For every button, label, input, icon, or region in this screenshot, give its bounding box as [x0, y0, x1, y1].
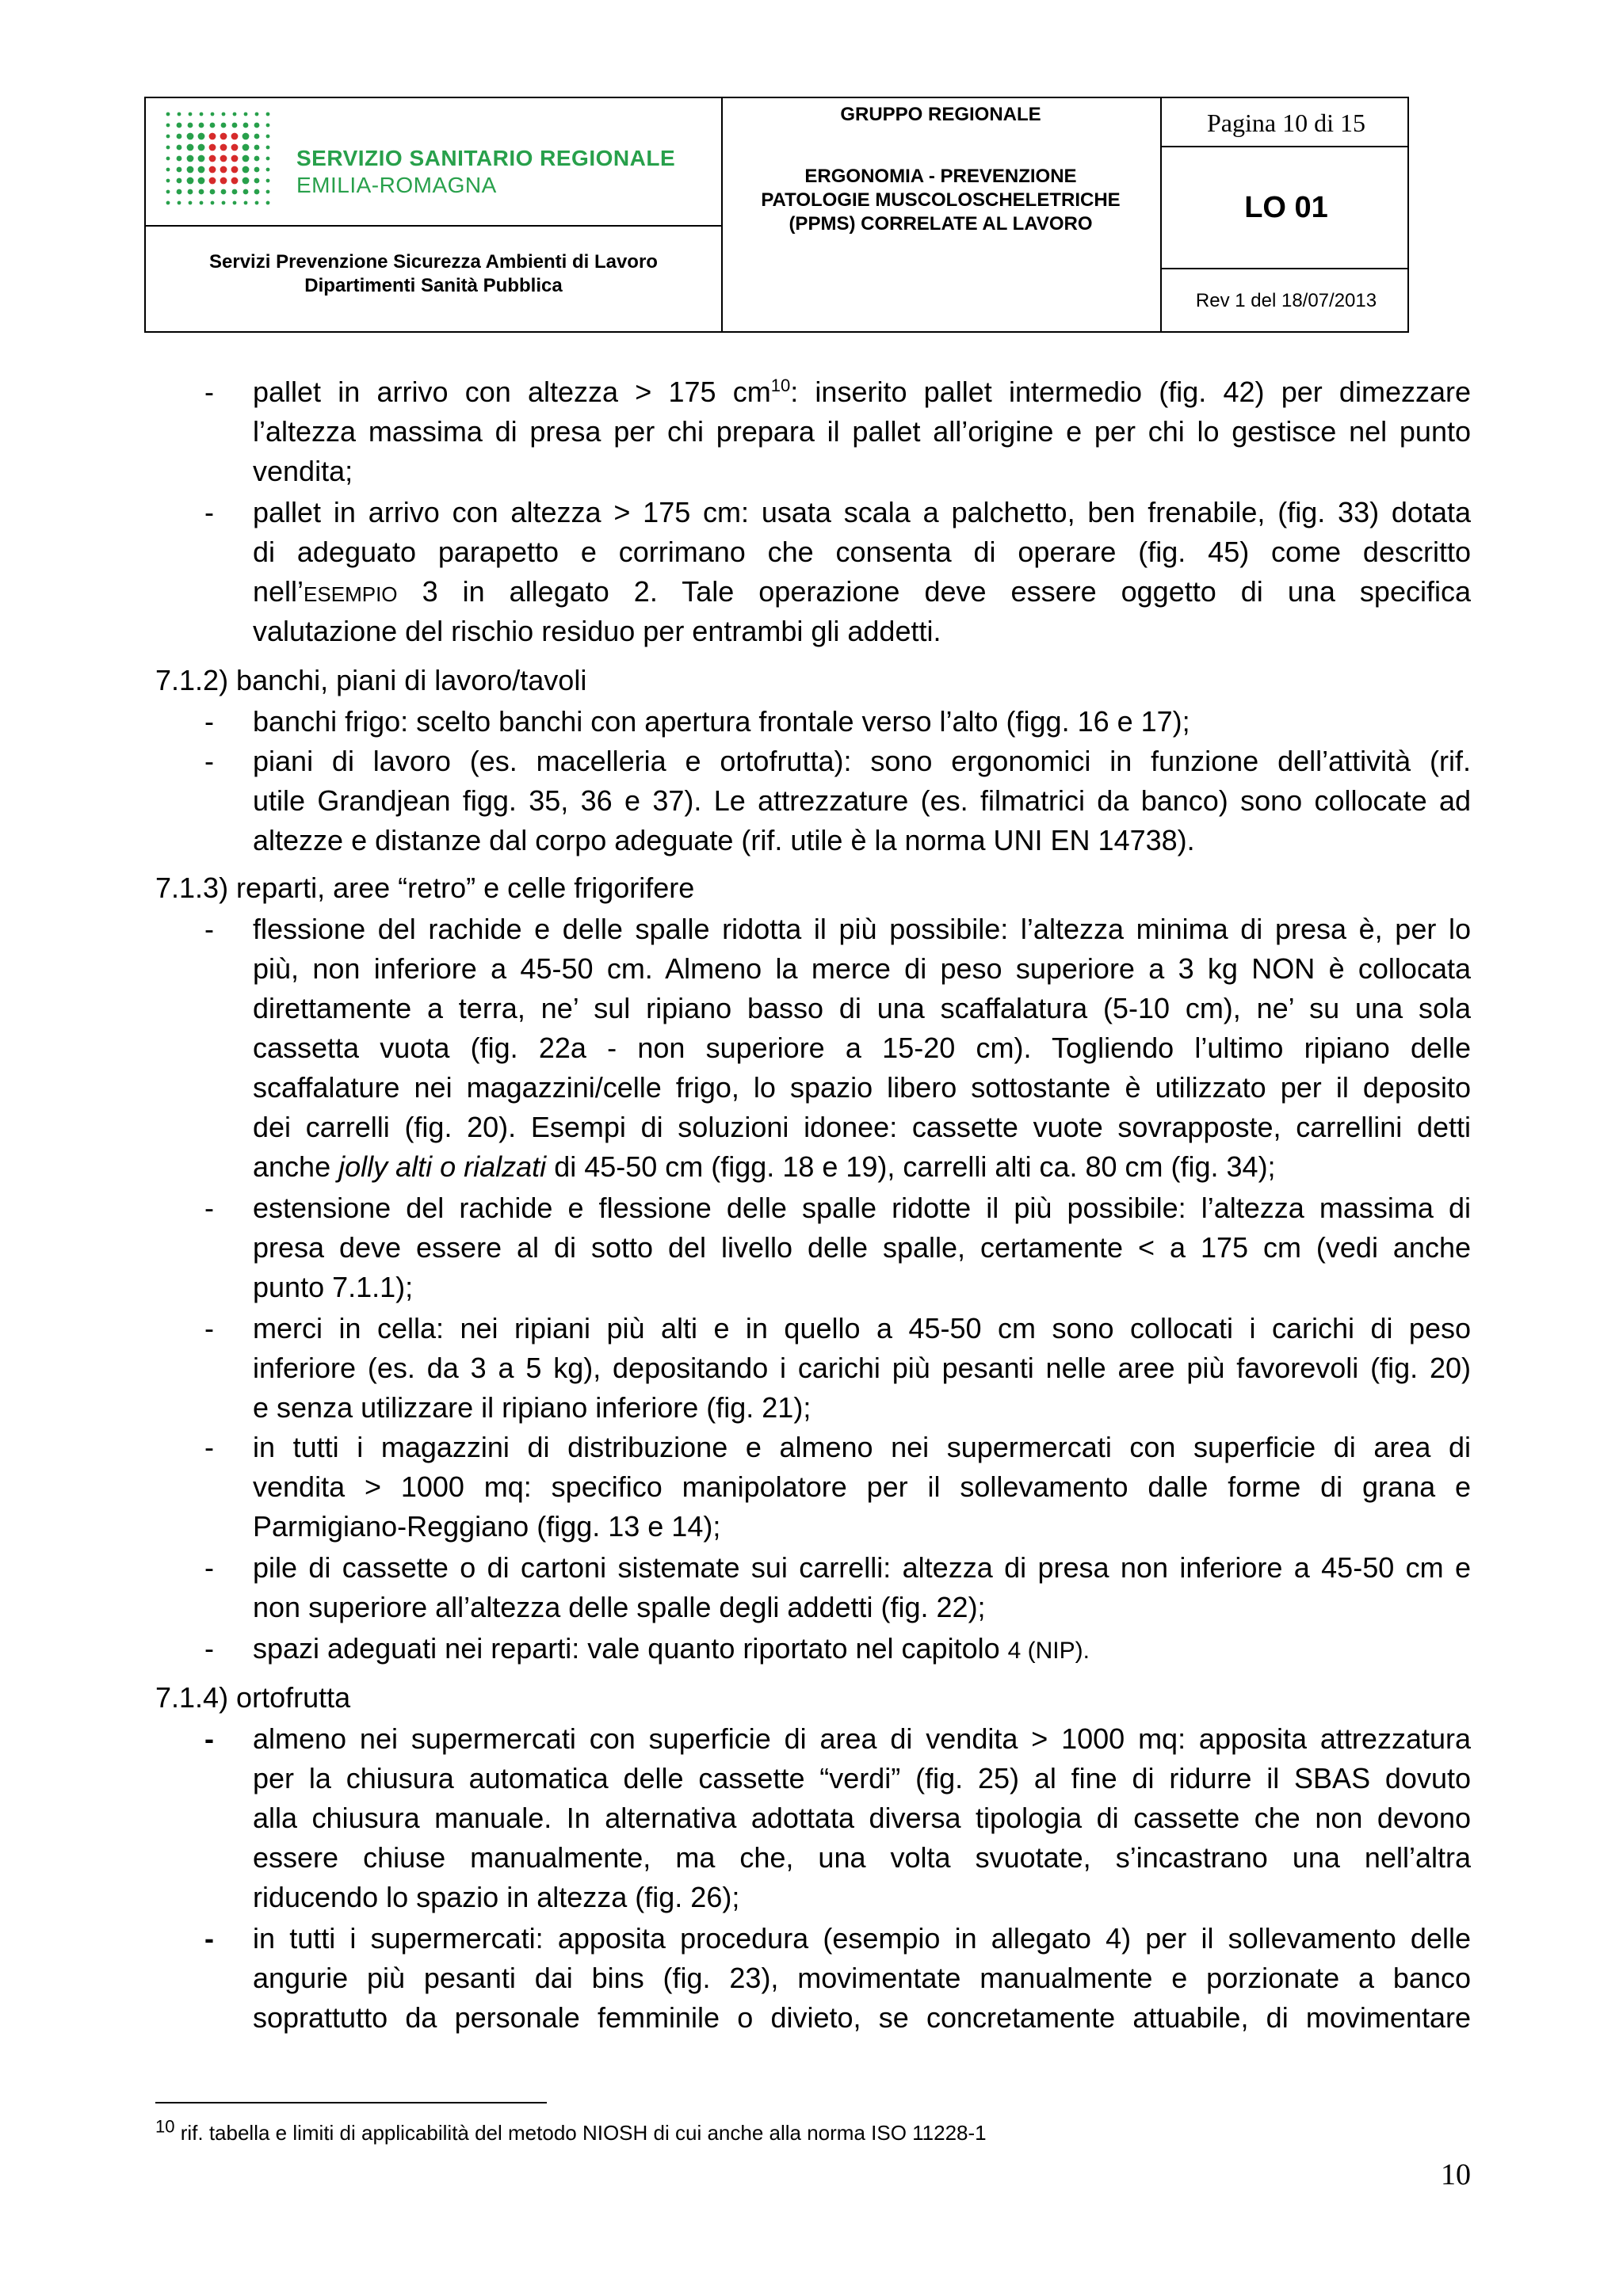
- footnote-mark: 10: [155, 2116, 175, 2137]
- section-heading: 7.1.4) ortofrutta: [155, 1681, 351, 1714]
- paragraph-line: di adeguato parapetto e corrimano che consenta di operare (fig. 45) come descritto: [253, 536, 1471, 568]
- paragraph-line: valutazione del rischio residuo per entrambi gli addetti.: [253, 615, 941, 647]
- paragraph-line: utile Grandjean figg. 35, 36 e 37). Le attrezzature (es. filmatrici da banco) sono collocate ad: [253, 784, 1471, 817]
- paragraph-line: essere chiuse manualmente, ma che, una volta svuotate, s’incastrano una nell’altra: [253, 1841, 1471, 1874]
- paragraph-line: più, non inferiore a 45-50 cm. Almeno la merce di peso superiore a 3 kg NON è collocata: [253, 952, 1471, 985]
- document-subject: ERGONOMIA - PREVENZIONE PATOLOGIE MUSCOLOSCHELETRICHE (PPMS) CORRELATE AL LAVORO: [761, 166, 1121, 235]
- paragraph-line: banchi frigo: scelto banchi con apertura frontale verso l’alto (figg. 16 e 17);: [253, 705, 1190, 738]
- bullet-dash: -: [204, 1192, 214, 1224]
- paragraph-line: vendita;: [253, 455, 353, 487]
- footnote-separator: [155, 2102, 547, 2103]
- paragraph-line: spazi adeguati nei reparti: vale quanto riportato nel capitolo 4 (NIP).: [253, 1632, 1090, 1665]
- paragraph-line: angurie più pesanti dai bins (fig. 23), movimentate manualmente e porzionate a banco: [253, 1962, 1471, 1994]
- bullet-dash: -: [204, 376, 214, 408]
- bullet-dash: -: [204, 745, 214, 777]
- bullet-dash: -: [204, 1551, 214, 1584]
- footnote: [155, 2117, 987, 2149]
- logo-dots-icon: [162, 108, 281, 219]
- bullet-dash: -: [204, 1312, 214, 1344]
- logo-subtitle: EMILIA-ROMAGNA: [296, 173, 497, 197]
- paragraph-line: alla chiusura manuale. In alternativa adottata diversa tipologia di cassette che non devono: [253, 1802, 1471, 1834]
- paragraph-line: merci in cella: nei ripiani più alti e in quello a 45-50 cm sono collocati i carichi di peso: [253, 1312, 1471, 1344]
- paragraph-line: scaffalature nei magazzini/celle frigo, lo spazio libero sottostante è utilizzato per il deposito: [253, 1071, 1471, 1104]
- bullet-dash: -: [204, 1922, 214, 1955]
- paragraph-line: anche jolly alti o rialzati di 45-50 cm (figg. 18 e 19), carrelli alti ca. 80 cm (fig. 34);: [253, 1150, 1276, 1183]
- paragraph-line: almeno nei supermercati con superficie di area di vendita > 1000 mq: apposita attrezzatura: [253, 1722, 1471, 1755]
- document-header: [144, 97, 1409, 333]
- bullet-dash: -: [204, 705, 214, 738]
- paragraph-line: pallet in arrivo con altezza > 175 cm: usata scala a palchetto, ben frenabile, (fig. 33) dotata: [253, 496, 1471, 528]
- revision-date: Rev 1 del 18/07/2013: [1195, 290, 1377, 311]
- footnote-ref: 10: [770, 376, 791, 395]
- paragraph-line: in tutti i magazzini di distribuzione e almeno nei supermercati con superficie di area di: [253, 1431, 1471, 1463]
- section-heading: 7.1.2) banchi, piani di lavoro/tavoli: [155, 664, 587, 696]
- page-number: 10: [1441, 2158, 1471, 2191]
- paragraph-line: e senza utilizzare il ripiano inferiore (fig. 21);: [253, 1391, 812, 1424]
- paragraph-line: in tutti i supermercati: apposita procedura (esempio in allegato 4) per il sollevamento delle: [253, 1922, 1471, 1955]
- paragraph-line: cassetta vuota (fig. 22a - non superiore a 15-20 cm). Togliendo l’ultimo ripiano delle: [253, 1032, 1471, 1064]
- bullet-dash: -: [204, 1722, 214, 1755]
- paragraph-line: riducendo lo spazio in altezza (fig. 26);: [253, 1881, 740, 1913]
- paragraph-line: soprattutto da personale femminile o divieto, se concretamente attuabile, di movimentare: [253, 2001, 1471, 2034]
- bullet-dash: -: [204, 1632, 214, 1665]
- paragraph-line: non superiore all’altezza delle spalle degli addetti (fig. 22);: [253, 1591, 986, 1623]
- paragraph-line: per la chiusura automatica delle cassette “verdi” (fig. 25) al fine di ridurre il SBAS dovuto: [253, 1762, 1471, 1794]
- department-name: Servizi Prevenzione Sicurezza Ambienti di Lavoro Dipartimenti Sanità Pubblica: [209, 251, 658, 296]
- paragraph-line: dei carrelli (fig. 20). Esempi di soluzioni idonee: cassette vuote sovrapposte, carrellini detti: [253, 1111, 1471, 1143]
- paragraph-line: altezze e distanze dal corpo adeguate (rif. utile è la norma UNI EN 14738).: [253, 824, 1195, 856]
- section-heading: 7.1.3) reparti, aree “retro” e celle frigorifere: [155, 871, 695, 904]
- logo-title: SERVIZIO SANITARIO REGIONALE: [296, 146, 676, 170]
- paragraph-line: direttamente a terra, ne’ sul ripiano basso di una scaffalatura (5-10 cm), ne’ su una sola: [253, 992, 1471, 1024]
- group-title: GRUPPO REGIONALE: [840, 104, 1041, 125]
- paragraph-line: Parmigiano-Reggiano (figg. 13 e 14);: [253, 1510, 721, 1543]
- paragraph-line: pile di cassette o di cartoni sistemate sui carrelli: altezza di presa non inferiore a 45-50 cm e: [253, 1551, 1471, 1584]
- bullet-dash: -: [204, 496, 214, 528]
- paragraph-line: flessione del rachide e delle spalle ridotta il più possibile: l’altezza minima di presa è, per lo: [253, 913, 1471, 945]
- paragraph-line: nell’ESEMPIO 3 in allegato 2. Tale operazione deve essere oggetto di una specifica: [253, 575, 1471, 608]
- bullet-dash: -: [204, 913, 214, 945]
- bullet-dash: -: [204, 1431, 214, 1463]
- paragraph-line: l’altezza massima di presa per chi prepara il pallet all’origine e per chi lo gestisce nel punto: [253, 415, 1471, 448]
- paragraph-line: inferiore (es. da 3 a 5 kg), depositando i carichi più pesanti nelle aree più favorevoli (fig. 20): [253, 1352, 1471, 1384]
- paragraph-line: vendita > 1000 mq: specifico manipolatore per il sollevamento dalle forme di grana e: [253, 1470, 1471, 1503]
- page-indicator: Pagina 10 di 15: [1207, 109, 1365, 137]
- paragraph-line: pallet in arrivo con altezza > 175 $cm^{10}$: inserito pallet intermedio (fig. 42) per dimezzare: [253, 376, 1471, 408]
- paragraph-line: presa deve essere al di sotto del livello delle spalle, certamente < a 175 cm (vedi anche: [253, 1231, 1471, 1264]
- document-code: LO 01: [1244, 191, 1328, 224]
- paragraph-line: punto 7.1.1);: [253, 1271, 414, 1303]
- footnote-text: rif. tabella e limiti di applicabilità del metodo NIOSH di cui anche alla norma ISO 11228-1: [174, 2121, 987, 2145]
- paragraph-line: piani di lavoro (es. macelleria e ortofrutta): sono ergonomici in funzione dell’attività (rif.: [253, 745, 1471, 777]
- ssr-logo: [162, 108, 716, 227]
- paragraph-line: estensione del rachide e flessione delle spalle ridotte il più possibile: l’altezza massima di: [253, 1192, 1471, 1224]
